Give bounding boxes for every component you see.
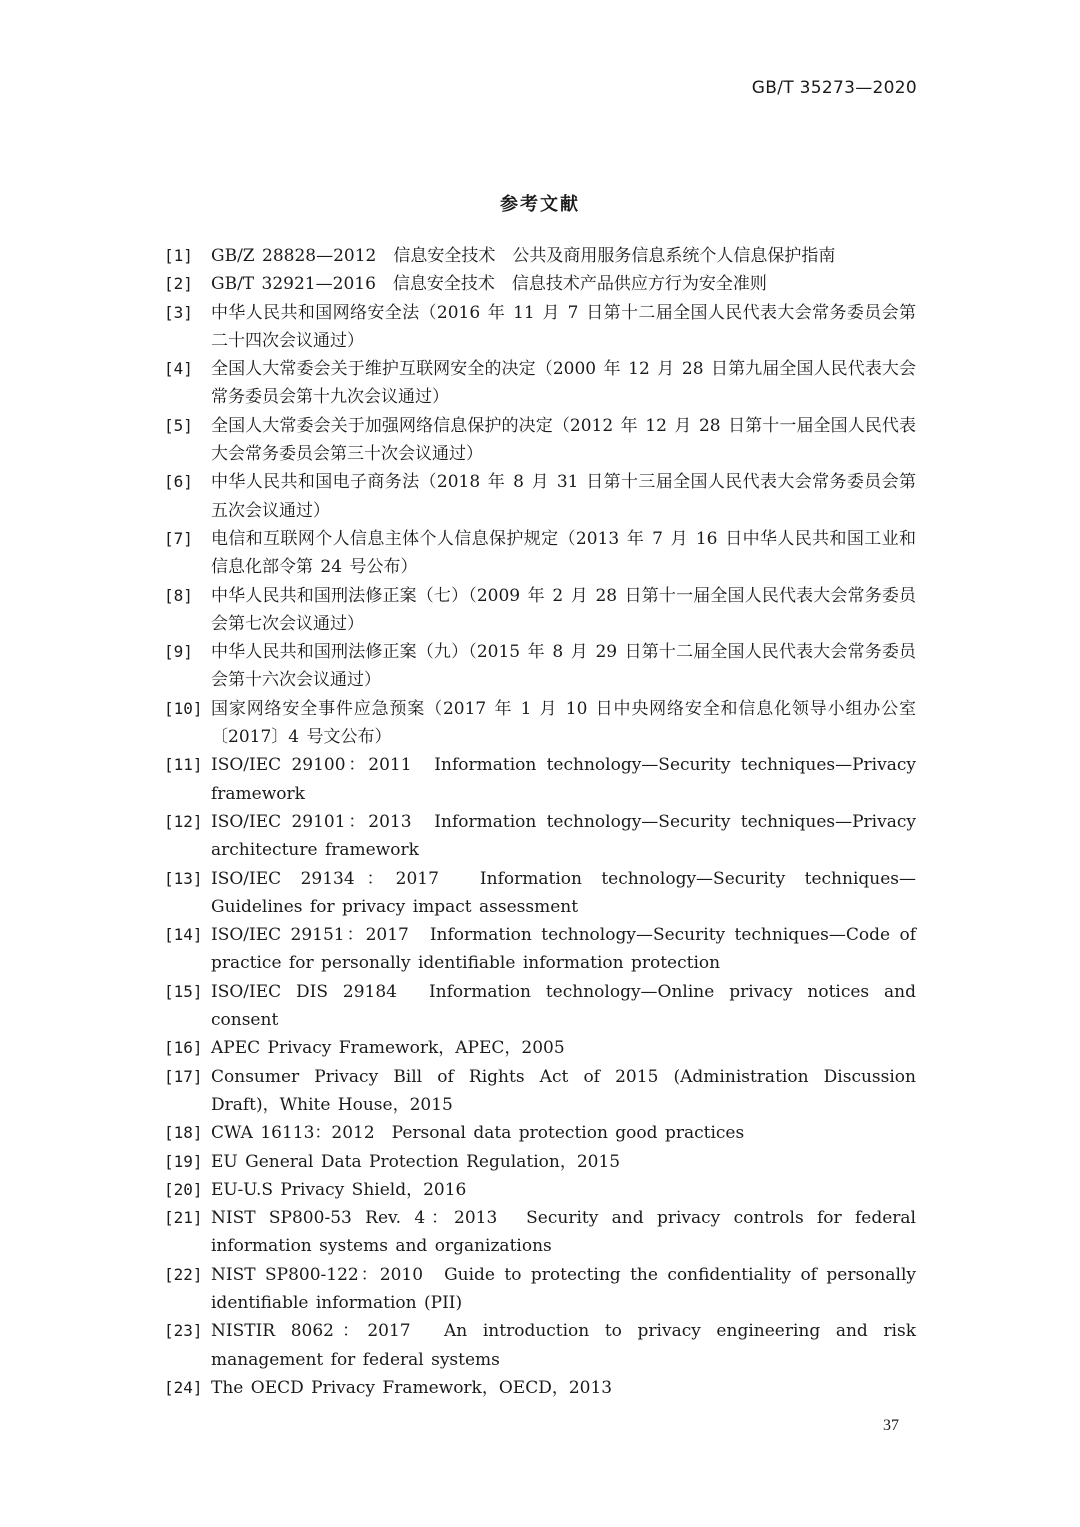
reference-text: ISO/IEC DIS 29184 Information technology—Online privacy notices and consent [211,981,916,1031]
reference-text: NIST SP800-53 Rev. 4：2013 Security and privacy controls for federal information systems and organizations [211,1208,916,1257]
reference-number: [2] [164,274,193,294]
reference-text: EU General Data Protection Regulation，2015 [211,1151,621,1172]
reference-number: [17] [164,1066,203,1086]
reference-number: [12] [164,811,203,831]
reference-item [164,1374,916,1402]
reference-text: GB/Z 28828—2012 信息安全技术 公共及商用服务信息系统个人信息保护指南 [211,246,836,266]
reference-text: 全国人大常委会关于维护互联网安全的决定（2000 年 12 月 28 日第九届全国人民代表大会常务委员会第十九次会议通过） [211,359,916,408]
reference-item [164,808,916,865]
section-title: 参考文献 [500,194,580,215]
reference-text: APEC Privacy Framework，APEC，2005 [211,1038,565,1059]
reference-number: [4] [164,359,193,379]
reference-text: The OECD Privacy Framework，OECD，2013 [211,1377,613,1398]
reference-number: [22] [164,1264,203,1284]
reference-text: ISO/IEC 29100：2011 Information technology—Security techniques—Privacy framework [211,755,916,804]
reference-text: ISO/IEC 29101：2013 Information technology—Security techniques—Privacy architecture framework [211,811,916,861]
reference-item [164,1261,916,1318]
reference-text: EU-U.S Privacy Shield，2016 [211,1179,467,1200]
reference-text: ISO/IEC 29134：2017 Information technology—Security techniques—Guidelines for privacy impact assessment [211,868,916,917]
reference-number: [15] [164,981,203,1001]
standard-code: GB/T 35273—2020 [751,78,917,98]
reference-text: 中华人民共和国电子商务法（2018 年 8 月 31 日第十三届全国人民代表大会常务委员会第五次会议通过） [211,472,916,521]
reference-number: [5] [164,415,193,435]
reference-text: CWA 16113：2012 Personal data protection good practices [211,1123,745,1144]
reference-text: NIST SP800-122：2010 Guide to protecting the confidentiality of personally identifiable information (PII) [211,1264,916,1313]
reference-item [164,865,916,922]
reference-item [164,299,916,356]
reference-number: [1] [164,246,193,265]
reference-item [164,921,916,978]
reference-item [164,468,916,525]
reference-item [164,1119,916,1147]
reference-text: ISO/IEC 29151：2017 Information technology—Security techniques—Code of practice for personally identifiable information protection [211,925,916,974]
reference-text: Consumer Privacy Bill of Rights Act of 2015 (Administration Discussion Draft)，White House，2015 [211,1066,916,1115]
reference-number: [6] [164,472,193,492]
reference-item [164,978,916,1035]
reference-number: [9] [164,642,193,662]
reference-item [164,1063,916,1120]
reference-text: NISTIR 8062：2017 An introduction to privacy engineering and risk management for federal systems [211,1321,916,1370]
reference-item [164,582,916,639]
reference-item [164,242,916,270]
reference-number: [8] [164,585,193,605]
reference-number: [20] [164,1179,203,1199]
reference-item [164,638,916,695]
reference-item [164,695,916,752]
reference-number: [16] [164,1038,203,1058]
reference-number: [10] [164,698,203,718]
reference-list [164,242,916,1402]
reference-number: [7] [164,528,193,548]
reference-number: [19] [164,1151,203,1171]
reference-item [164,270,916,298]
reference-item [164,1034,916,1062]
page-number: 37 [883,1417,899,1434]
reference-number: [24] [164,1377,203,1397]
reference-number: [18] [164,1123,203,1143]
reference-item [164,355,916,412]
reference-number: [3] [164,302,193,322]
reference-number: [21] [164,1208,203,1228]
reference-number: [13] [164,868,203,888]
reference-item [164,412,916,469]
reference-item [164,1148,916,1176]
reference-number: [23] [164,1321,203,1341]
reference-item [164,1176,916,1204]
reference-text: 中华人民共和国刑法修正案（七）（2009 年 2 月 28 日第十一届全国人民代表大会常务委员会第七次会议通过） [211,585,916,634]
reference-item [164,525,916,582]
reference-text: 电信和互联网个人信息主体个人信息保护规定（2013 年 7 月 16 日中华人民共和国工业和信息化部令第 24 号公布） [211,528,916,578]
reference-text: GB/T 32921—2016 信息安全技术 信息技术产品供应方行为安全准则 [211,274,767,295]
reference-text: 中华人民共和国刑法修正案（九）（2015 年 8 月 29 日第十二届全国人民代表大会常务委员会第十六次会议通过） [211,642,916,691]
reference-text: 国家网络安全事件应急预案（2017 年 1 月 10 日中央网络安全和信息化领导小组办公室〔2017〕4 号文公布） [211,698,916,748]
reference-number: [11] [164,755,203,775]
reference-item [164,751,916,808]
reference-item [164,1317,916,1374]
reference-text: 全国人大常委会关于加强网络信息保护的决定（2012 年 12 月 28 日第十一届全国人民代表大会常务委员会第三十次会议通过） [211,415,916,465]
reference-item [164,1204,916,1261]
reference-text: 中华人民共和国网络安全法（2016 年 11 月 7 日第十二届全国人民代表大会常务委员会第二十四次会议通过） [211,302,916,351]
reference-number: [14] [164,925,203,945]
